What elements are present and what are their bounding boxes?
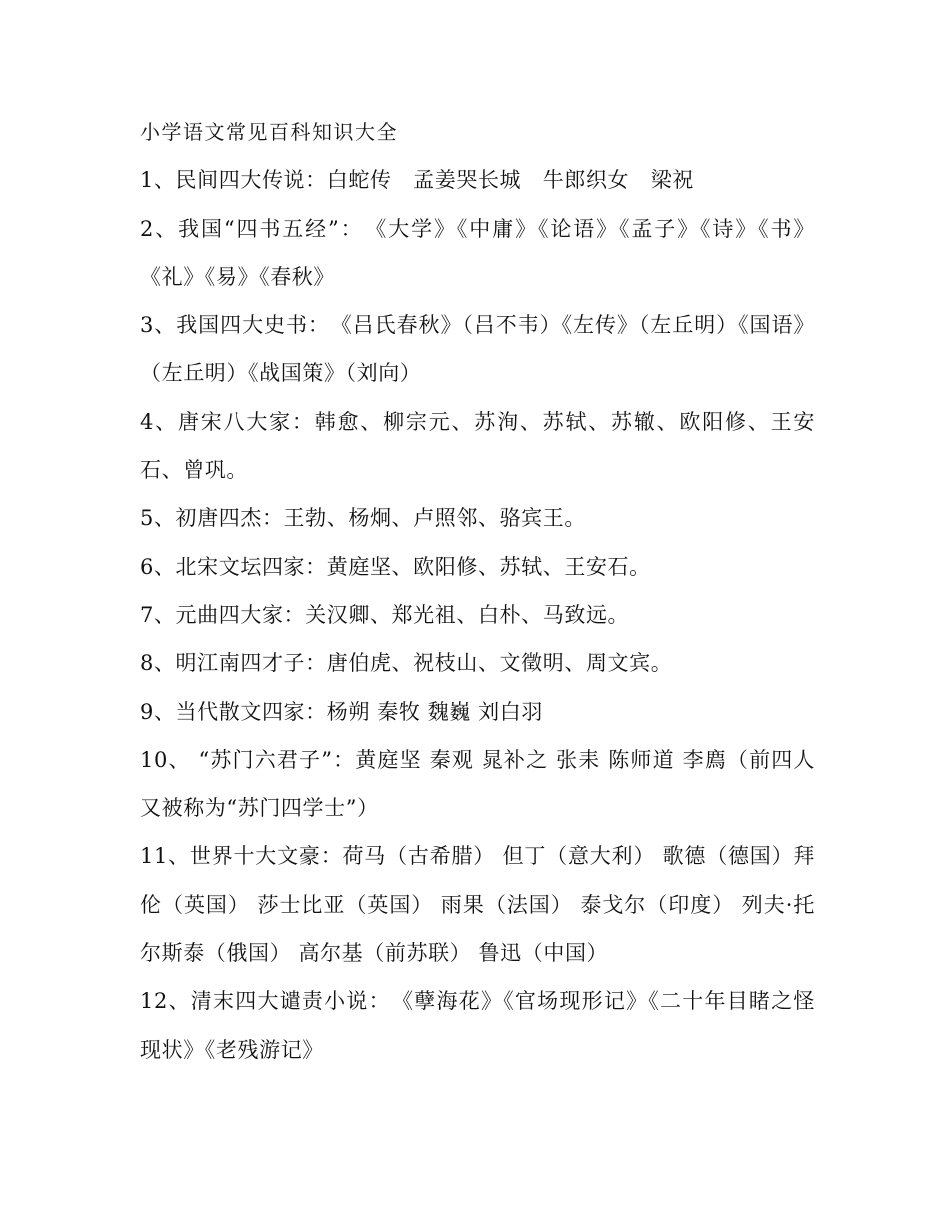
list-item: 2、我国“四书五经”： 《大学》《中庸》《论语》《孟子》《诗》《书》《礼》《易》《春秋》	[140, 216, 815, 289]
list-item: 1、民间四大传说：白蛇传 孟姜哭长城 牛郎织女 梁祝	[140, 168, 694, 193]
list-item: 3、我国四大史书： 《吕氏春秋》（吕不韦）《左传》（左丘明）《国语》（左丘明）《战国策》（刘向）	[140, 313, 815, 386]
document-body	[140, 108, 815, 1074]
list-item: 8、明江南四才子：唐伯虎、祝枝山、文徵明、周文宾。	[140, 651, 673, 676]
document-title: 小学语文常见百科知识大全	[140, 120, 398, 144]
list-item: 9、当代散文四家：杨朔 秦牧 魏巍 刘白羽	[140, 699, 543, 724]
list-item: 4、唐宋八大家：韩愈、柳宗元、苏洵、苏轼、苏辙、欧阳修、王安石、曾巩。	[140, 409, 815, 483]
list-item: 11、世界十大文豪：荷马（古希腊） 但丁（意大利） 歌德（德国）拜伦（英国） 莎士比亚（英国） 雨果（法国） 泰戈尔（印度） 列夫·托尔斯泰（俄国） 高尔基（前苏联） 鲁迅（中国）	[140, 844, 815, 966]
list-item: 5、初唐四杰：王勃、杨炯、卢照邻、骆宾王。	[140, 506, 586, 531]
list-item: 12、清末四大谴责小说： 《孽海花》《官场现形记》《二十年目睹之怪现状》《老残游记》	[140, 989, 815, 1062]
list-item: 7、元曲四大家：关汉卿、郑光祖、白朴、马致远。	[140, 602, 630, 627]
list-item: 10、 “苏门六君子”：黄庭坚 秦观 晁补之 张耒 陈师道 李廌（前四人又被称为“苏门四学士”）	[140, 747, 815, 821]
list-item: 6、北宋文坛四家：黄庭坚、欧阳修、苏轼、王安石。	[140, 554, 651, 579]
